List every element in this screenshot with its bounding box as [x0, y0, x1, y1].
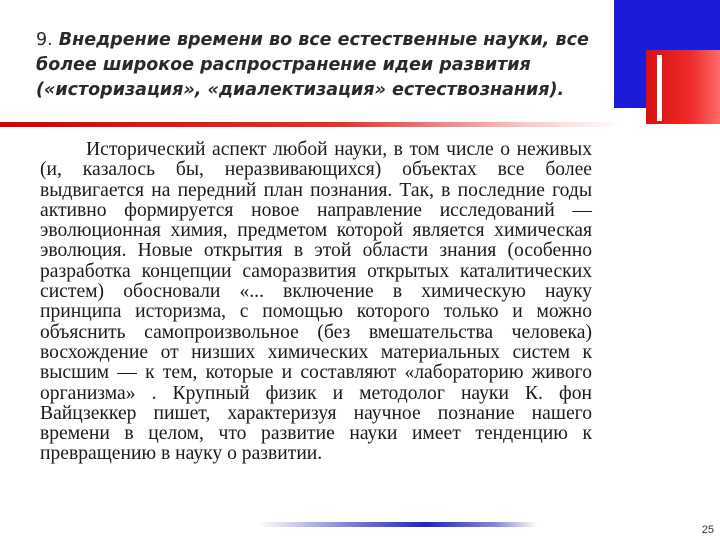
bottom-divider	[258, 522, 538, 527]
corner-white-line	[657, 55, 662, 121]
section-heading-text: Внедрение времени во все естественные науки, все более широкое распространение идеи развития («историзация», «диалектизация» естествознания).	[36, 30, 589, 100]
top-divider	[0, 122, 620, 127]
page-number: 25	[701, 524, 714, 536]
body-paragraph: Исторический аспект любой науки, в том числе о неживых (и, казалось бы, неразвивающихся) объектах все более выдвигается на передний план познания. Так, в последние годы активно формируется новое направление исследований — эволюционная химия, предметом которой является химическая эволюция. Новые открытия в этой области знания (особенно разработка концепции саморазвития открытых каталитических систем) обосновали «... включение в химическую науку принципа историзма, с помощью которого только и можно объяснить самопроизвольное (без вмешательства человека) восхождение от низших химических материальных систем к высшим — к тем, которые и составляют «лабораторию живого организма» . Крупный физик и методолог науки К. фон Вайцзеккер пишет, характеризуя научное познание нашего времени в целом, что развитие науки имеет тенденцию к превращению в науку о развитии.	[40, 139, 592, 465]
section-heading	[36, 28, 596, 103]
section-number: 9.	[36, 30, 53, 50]
